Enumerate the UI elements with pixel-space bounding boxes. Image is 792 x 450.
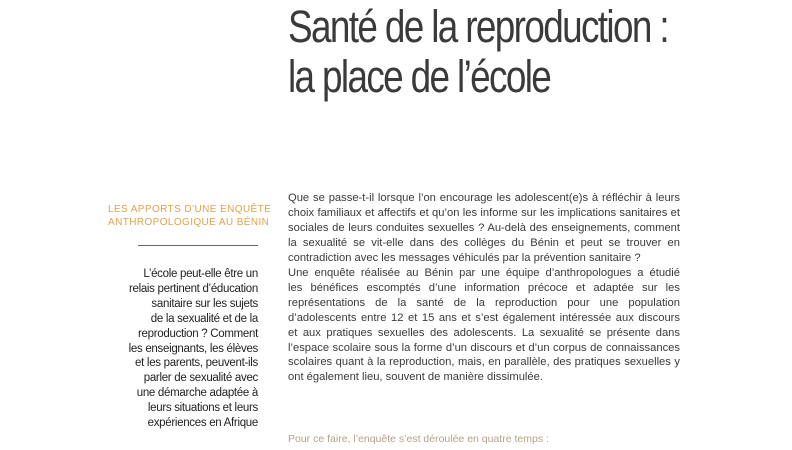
body-line: choix familiaux et affectifs et qu’on les informe sur les implications sanitaires et <box>288 206 680 219</box>
section-kicker-line-2: ANTHROPOLOGIQUE AU BÉNIN <box>108 217 270 228</box>
body-line: Que se passe-t-il lorsque l’on encourage les adolescent(e)s à réfléchir à leurs <box>288 192 680 204</box>
body-line: Une enquête réalisée au Bénin par une équipe d’anthropologues a étudié <box>288 266 680 279</box>
section-kicker-line-1: LES APPORTS D’UNE ENQUÊTE <box>108 204 272 215</box>
lede-line: de la sexualité et de la <box>150 312 258 325</box>
lede-line: sanitaire sur les sujets <box>151 297 258 310</box>
body-line: ont également lieu, souvent de manière dissimulée. <box>288 371 543 384</box>
lede-line: et les parents, peuvent-ils <box>135 357 258 370</box>
body-line: l’espace scolaire sous la forme d’un discours et d’un corpus de connaissances <box>288 341 680 354</box>
lede-line: leurs situations et leurs <box>147 402 258 415</box>
body-line: scolaires quant à la reproduction, mais, en parallèle, des pratiques sexuelles y <box>288 356 680 369</box>
sidebar-lede <box>104 267 258 431</box>
lede-line: une démarche adaptée à <box>136 387 258 400</box>
body-line: et aux pratiques sexuelles des adolescents. La sexualité se présente dans <box>288 326 680 339</box>
body-line: d’adolescents entre 12 et 15 ans et s’est également intéressée aux discours <box>288 311 680 324</box>
lede-line: reproduction ? Comment <box>138 327 258 340</box>
body-line: la sexualité se vit-elle dans des collèges du Bénin et peut se trouver en <box>288 236 680 249</box>
lede-line: relais pertinent d’éducation <box>128 282 258 295</box>
lede-line: les enseignants, les élèves <box>128 342 258 355</box>
page-title-line-1: Santé de la reproduction : <box>288 1 668 52</box>
lede-line: expériences en Afrique <box>147 417 258 430</box>
page-title <box>288 2 698 102</box>
lede-line: parler de sexualité avec <box>143 372 258 385</box>
body-line: représentations de la santé de la reproduction pour une population <box>288 296 680 309</box>
body-line: sociales de leurs conduites sexuelles ? Au-delà des enseignements, comment <box>288 221 680 234</box>
section-kicker <box>108 203 272 229</box>
page-title-line-2: la place de l’école <box>288 51 551 102</box>
method-intro: Pour ce faire, l’enquête s’est déroulée en quatre temps : <box>288 433 549 445</box>
sidebar-divider <box>138 245 258 246</box>
body-line: contradiction avec les messages véhiculés par la prévention sanitaire ? <box>288 251 641 264</box>
lede-line: L’école peut-elle être un <box>143 268 258 280</box>
article-body <box>288 191 680 385</box>
body-line: les bénéfices escomptés d’une information précoce et adaptée sur les <box>288 281 680 294</box>
